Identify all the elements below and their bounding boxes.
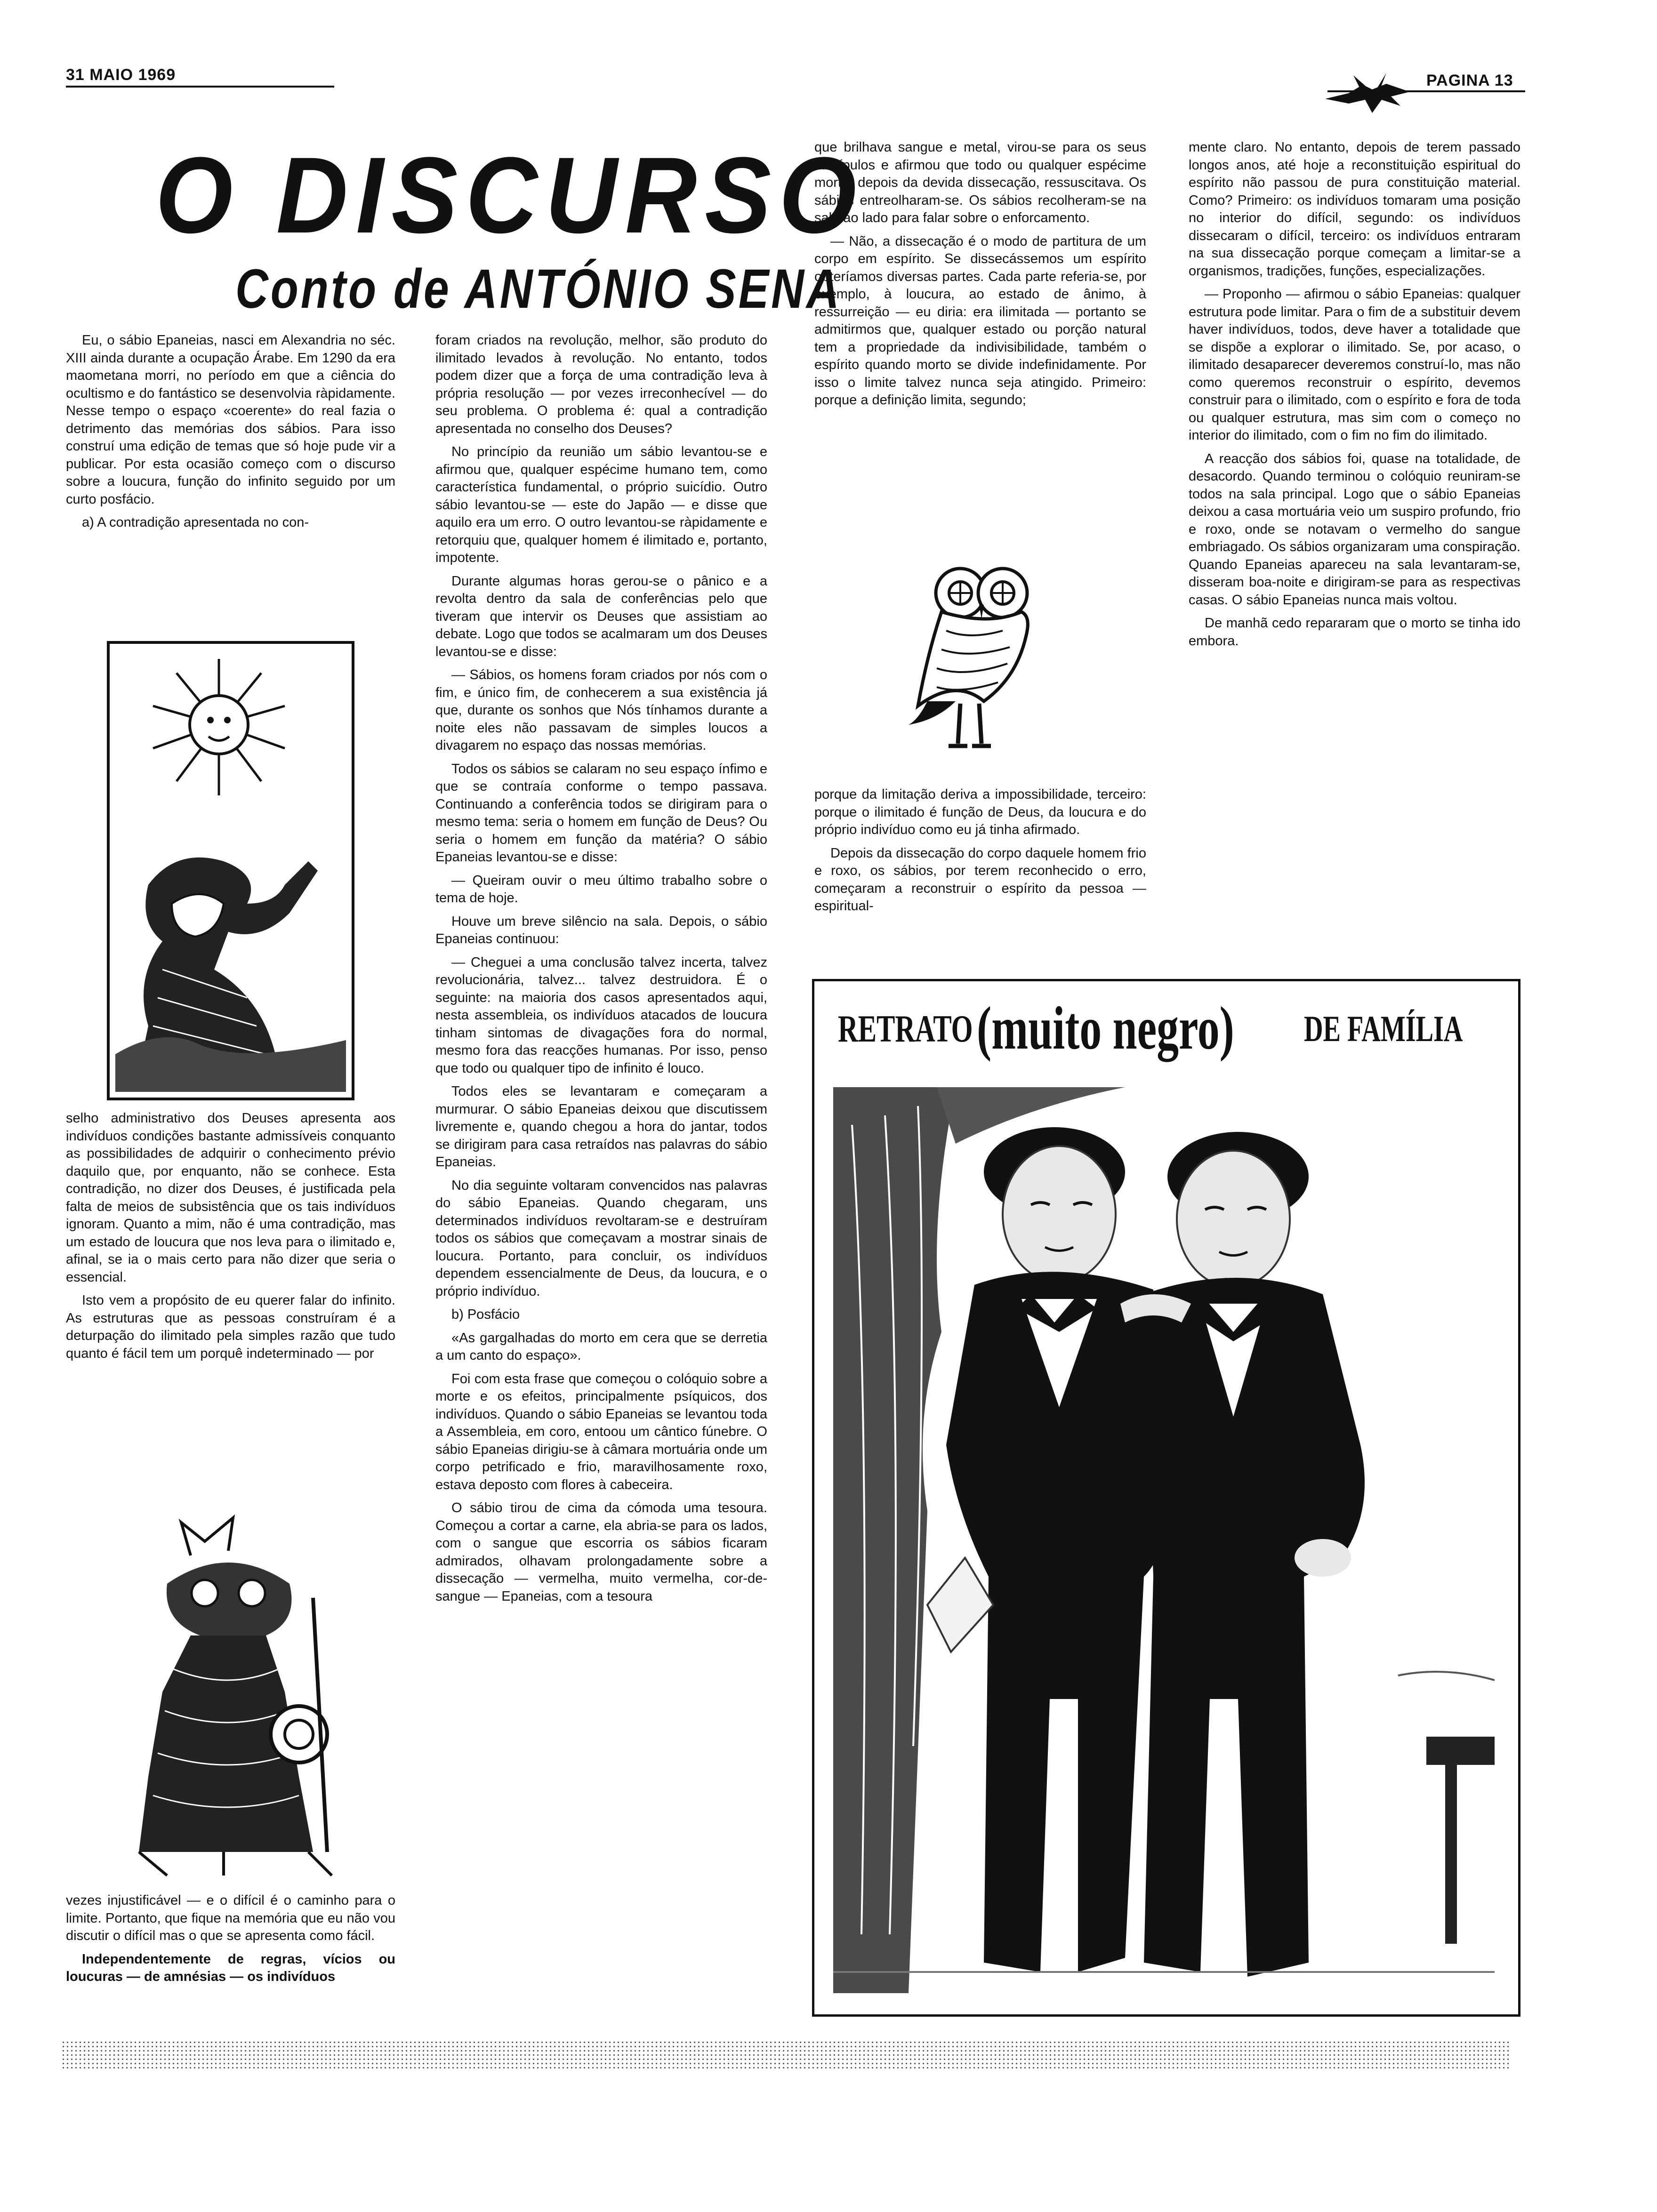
paragraph: Foi com esta frase que começou o colóquio sobre a morte e os efeitos, principalmente psíquicos, dos indivíduos. Quando o sábio Epaneias se levantou toda a Assembleia, em coro, entoou um cântico fúnebre. O sábio Epaneias dirigiu-se à câmara mortuária onde um corpo petrificado e frio, maravilhosamente roxo, estava deposto com flores à cabeceira. [435, 1371, 767, 1492]
paragraph: a) A contradição apresentada no con- [82, 515, 309, 530]
paragraph: — Queiram ouvir o meu último trabalho sobre o tema de hoje. [435, 873, 767, 906]
paragraph: vezes injustificável — e o difícil é o caminho para o limite. Portanto, que fique na memória que eu não vou discutir o difícil mas o que se apresenta como fácil. [66, 1893, 395, 1943]
paragraph: foram criados na revolução, melhor, são produto do ilimitado levados à revolução. No entanto, todos podem dizer que a força de uma contradição leva à própria resolução — por vezes irreconhecível — do seu problema. O problema é: qual a contradição apresentada no conselho dos Deuses? [435, 333, 767, 436]
header-rule-right [1327, 90, 1525, 92]
family-portrait-box [812, 979, 1520, 2017]
column-3-top [814, 139, 1146, 553]
paragraph: Isto vem a propósito de eu querer falar do infinito. As estruturas que as pessoas construíram é a deturpação do ilimitado pela simples razão que tudo quanto é fácil tem um porquê indeterminado — por [66, 1293, 395, 1361]
paragraph: selho administrativo dos Deuses apresenta aos indivíduos condições bastante admissíveis conquanto as possibilidades de adquirir o conhecimento prévio daquilo que, por enquanto, não se conhece. Esta contradição, no dizer dos Deuses, é justificada pela falta de meios de subsistência que os tais indivíduos ignoram. Quanto a mim, não é uma contradição, mas um estado de loucura que nos leva para o ilimitado e, afinal, se ia o mais certo para não dizer que seria o essencial. [66, 1111, 395, 1285]
paragraph: — Sábios, os homens foram criados por nós com o fim, e único fim, de conhecerem a sua existência já que, durante os sonhos que Nós tínhamos durante a noite eles não passavam de simples loucos a divagarem no espaço das nossas memórias. [435, 667, 767, 753]
paragraph: A reacção dos sábios foi, quase na totalidade, de desacordo. Quando terminou o colóquio reuniram-se todos na sala principal. Logo que o sábio Epaneias deixou a casa mortuária veio um suspiro profundo, frio e roxo, onde se notavam o vermelho do sangue embriagado. Os sábios organizaram uma conspiração. Quando Epaneias apareceu na sala levantaram-se, disseram boa-noite e dirigiram-se para as respectivas casas. O sábio Epaneias nunca mais voltou. [1189, 451, 1520, 608]
paragraph: Todos eles se levantaram e começaram a murmurar. O sábio Epaneias deixou que discutissem livremente e, quando chegou a hora do jantar, todos se dirigiram para casa retraídos nas palavras do sábio Epaneias. [435, 1084, 767, 1170]
paragraph: «As gargalhadas do morto em cera que se derretia a um canto do espaço». [435, 1330, 767, 1363]
paragraph: Todos os sábios se calaram no seu espaço ínfimo e que se contraía conforme o tempo passava. Continuando a conferência todos se dirigiram para o mesmo tema: seria o homem em função de Deus? Ou seria o homem em função da matéria? O sábio Epaneias levantou-se e disse: [435, 761, 767, 865]
section-heading: b) Posfácio [451, 1307, 520, 1322]
armored-figure-woodcut-illustration [111, 1513, 351, 1880]
box-title-retrato: RETRATO [838, 1007, 973, 1050]
box-title-muito-negro: (muito negro) [977, 994, 1234, 1062]
paragraph: Durante algumas horas gerou-se o pânico e a revolta dentro da sala de conferências pelo que tiveram que intervir os Deuses que assistiam ao debate. Logo que todos se acalmaram um dos Deuses levantou-se e disse: [435, 573, 767, 659]
page-number: PAGINA 13 [1426, 72, 1513, 89]
paragraph: De manhã cedo repararam que o morto se tinha ido embora. [1189, 616, 1520, 649]
bottom-dotted-border [61, 2040, 1511, 2068]
article-title: O DISCURSO [155, 135, 864, 256]
issue-date: 31 MAIO 1969 [66, 66, 176, 84]
paragraph: Depois da dissecação do corpo daquele homem frio e roxo, os sábios, por terem reconhecido o erro, começaram a reconstruir o espírito da pessoa — espiritual- [814, 845, 1146, 914]
owl-illustration [909, 560, 1054, 758]
paragraph: No princípio da reunião um sábio levantou-se e afirmou que, qualquer espécime humano tem, como característica fundamental, o próprio suicídio. Outro sábio levantou-se — este do Japão — e disse que aquilo era um erro. O outro levantou-se ràpidamente e retorquiu que, qualquer homem é ilimitado e, portanto, impotente. [435, 444, 767, 565]
column-2 [435, 332, 767, 2021]
article-byline: Conto de ANTÓNIO SENA [235, 258, 842, 320]
box-title-de-familia: DE FAMÍLIA [1304, 1008, 1463, 1049]
paragraph: Eu, o sábio Epaneias, nasci em Alexandria no séc. XIII ainda durante a ocupação Árabe. Em 1290 da era maometana morri, no período em que a ciência do ocultismo e do fantástico se desenvolvia ràpidamente. Nesse tempo o espaço «coerente» do real fazia o detrimento das memórias dos sábios. Para isso construí uma edição de temas que só hoje pude vir a publicar. Por esta ocasião começo com o discurso sobre a loucura, função do infinito seguido por um curto posfácio. [66, 333, 395, 507]
column-1-top [66, 332, 395, 624]
column-4 [1189, 139, 1520, 939]
column-3-bottom [814, 786, 1146, 951]
column-1-middle [66, 1110, 395, 1486]
paragraph: O sábio tirou de cima da cómoda uma tesoura. Começou a cortar a carne, ela abria-se para os lados, com o sangue que escorria os sábios ficaram admirados, olhavam prolongadamente sobre a dissecação — vermelha, muito vermelha, cor-de-sangue — Epaneias, com a tesoura [435, 1500, 767, 1604]
dragon-logo-icon [1320, 71, 1415, 118]
paragraph: — Proponho — afirmou o sábio Epaneias: qualquer estrutura pode limitar. Para o fim de a substituir devem haver indivíduos, todos, deve haver a totalidade que se dispõe a explorar o ilimitado. Se, por acaso, o ilimitado desaparecer deveremos construí-lo, mas não como queremos reconstruir o espírito, devemos construir para o ilimitado, com o espírito e fora de toda ou qualquer estrutura, mas sim com o começo no interior do ilimitado, com o fim no fim do ilimitado. [1189, 287, 1520, 443]
family-portrait-photo [833, 1087, 1495, 1993]
paragraph: porque da limitação deriva a impossibilidade, terceiro: porque o ilimitado é função de Deus, da loucura e do próprio indivíduo como eu já tinha afirmado. [814, 787, 1146, 837]
paragraph: que brilhava sangue e metal, virou-se para os seus discípulos e afirmou que todo ou qualquer espécime morto, depois da devida dissecação, ressuscitava. Os sábios entreolharam-se. Os sábios recolheram-se na sala ao lado para falar sobre o enforcamento. [814, 140, 1146, 225]
paragraph: — Cheguei a uma conclusão talvez incerta, talvez revolucionária, talvez... talvez destruidora. É o seguinte: na maioria dos casos apresentados aqui, nesta assembleia, os indivíduos atacados de loucura tinham sintomas de divagações fora do normal, mesmo fora das reacções humanas. Por isso, penso que todo ou qualquer tipo de infinito é louco. [435, 954, 767, 1076]
paragraph: No dia seguinte voltaram convencidos nas palavras do sábio Epaneias. Quando chegaram, uns determinados indivíduos revoltaram-se e destruíram todos os sábios que começavam a mostrar sinais de loucura. Portanto, para concluir, os indivíduos dependem essencialmente de Deus, da loucura, e o próprio indivíduo. [435, 1178, 767, 1299]
column-1-bottom [66, 1892, 395, 2019]
header-rule-left [66, 86, 334, 88]
paragraph: mente claro. No entanto, depois de terem passado longos anos, até hoje a reconstituição espiritual do espírito não passou de pura constituição material. Como? Primeiro: os indivíduos tomaram uma posição no interior do difícil, segundo: os indivíduos dissecaram o difícil, terceiro: os indivíduos entraram na sua dissecação porque começam a limitar-se a organismos, tradições, funções, especializações. [1189, 140, 1520, 279]
paragraph: Independentemente de regras, vícios ou loucuras — de amnésias — os indivíduos [66, 1951, 395, 1984]
astronomer-woodcut-illustration [106, 640, 355, 1101]
paragraph: Houve um breve silêncio na sala. Depois, o sábio Epaneias continuou: [435, 914, 767, 946]
paragraph: — Não, a dissecação é o modo de partitura de um corpo em espírito. Se dissecássemos um espírito obteríamos diversas partes. Cada parte referia-se, por exemplo, à loucura, ao estado de ânimo, à ressurreição — eu diria: era ilimitada — portanto se admitirmos que, qualquer estado ou porção natural tem a propriedade da indivisibilidade, também o espírito quando morto se divide indefinidamente. Por isso o limite talvez nunca seja atingido. Primeiro: porque a definição limita, segundo; [814, 233, 1146, 408]
